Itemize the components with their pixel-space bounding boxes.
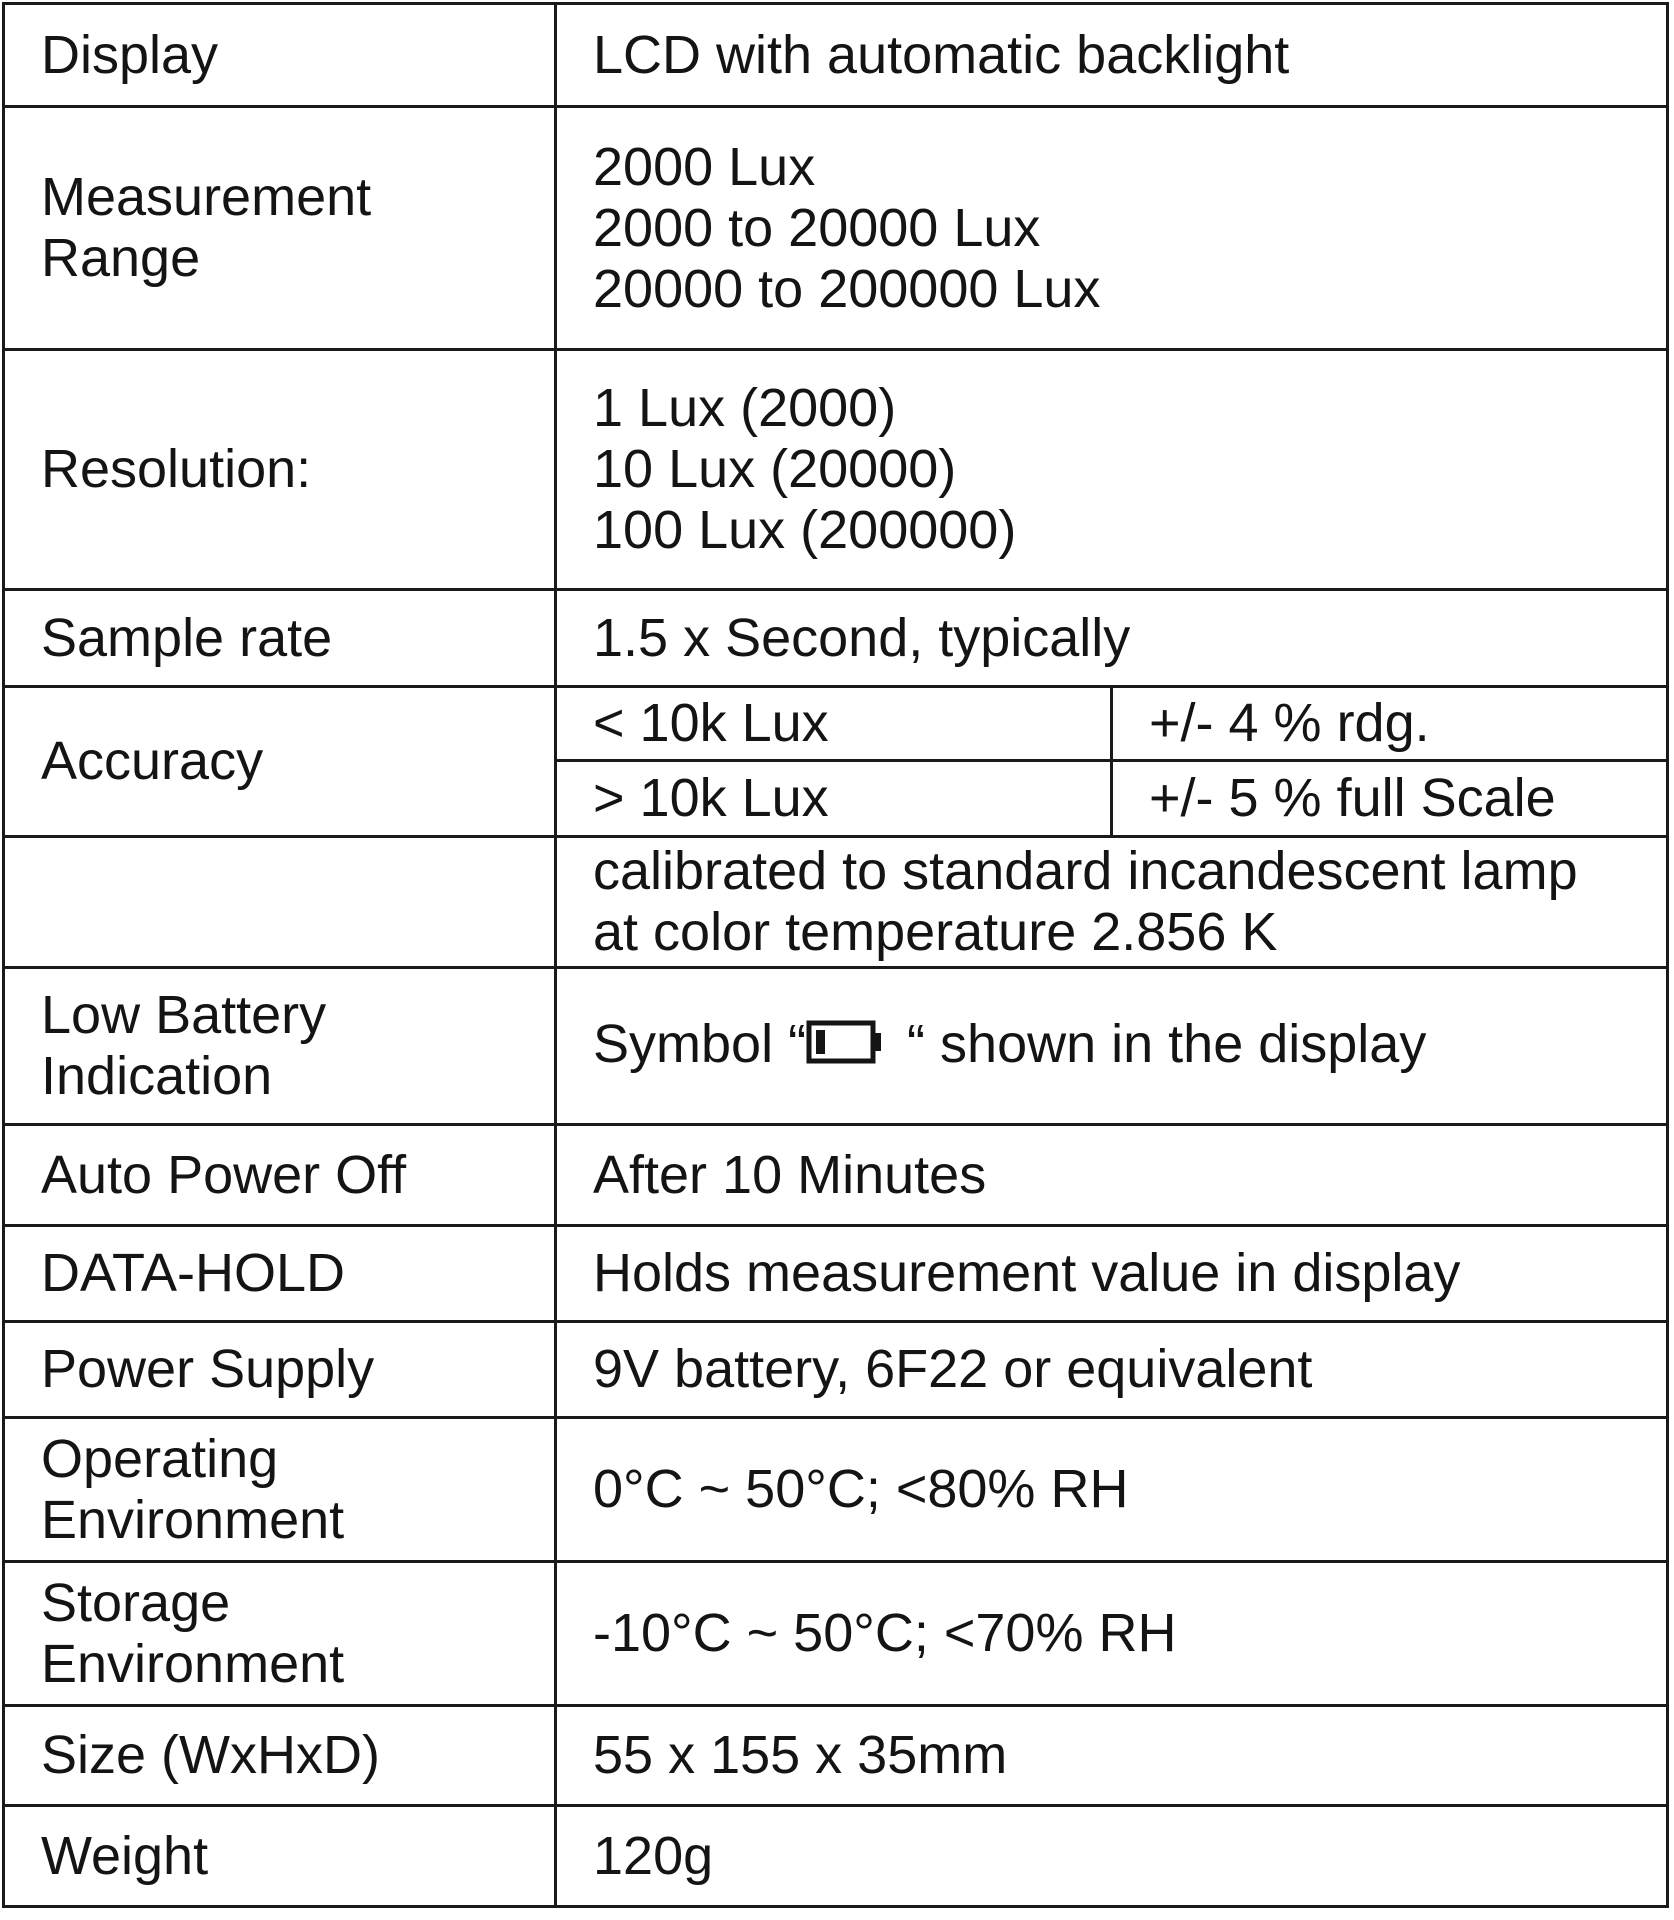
value-resolution bbox=[556, 350, 1668, 590]
row-size bbox=[4, 1706, 1668, 1806]
label-line: Range bbox=[41, 228, 201, 288]
label-size: Size (WxHxD) bbox=[4, 1706, 556, 1806]
value-size: 55 x 155 x 35mm bbox=[556, 1706, 1668, 1806]
label-line: Storage bbox=[41, 1572, 231, 1633]
label-auto-power-off: Auto Power Off bbox=[4, 1125, 556, 1226]
range-value: 2000 Lux bbox=[593, 136, 816, 197]
value-weight: 120g bbox=[556, 1806, 1668, 1907]
note-line: calibrated to standard incandescent lamp bbox=[593, 841, 1578, 901]
row-accuracy-1 bbox=[4, 687, 1668, 761]
label-operating-environment bbox=[4, 1418, 556, 1562]
battery-low-icon bbox=[806, 1017, 886, 1078]
value-data-hold: Holds measurement value in display bbox=[556, 1226, 1668, 1322]
row-storage-environment bbox=[4, 1562, 1668, 1706]
label-resolution: Resolution: bbox=[4, 350, 556, 590]
row-measurement-range bbox=[4, 107, 1668, 350]
resolution-value: 1 Lux (2000) bbox=[593, 378, 897, 438]
note-line: at color temperature 2.856 K bbox=[593, 902, 1278, 962]
label-sample-rate: Sample rate bbox=[4, 590, 556, 687]
row-low-battery bbox=[4, 968, 1668, 1125]
row-power-supply bbox=[4, 1322, 1668, 1418]
row-sample-rate bbox=[4, 590, 1668, 687]
label-line: Low Battery bbox=[41, 985, 327, 1045]
label-weight: Weight bbox=[4, 1806, 556, 1907]
accuracy-tolerance: +/- 5 % full Scale bbox=[1112, 761, 1668, 837]
label-power-supply: Power Supply bbox=[4, 1322, 556, 1418]
spec-table bbox=[2, 2, 1669, 1908]
label-measurement-range bbox=[4, 107, 556, 350]
accuracy-condition: > 10k Lux bbox=[556, 761, 1112, 837]
accuracy-tolerance: +/- 4 % rdg. bbox=[1112, 687, 1668, 761]
value-display: LCD with automatic backlight bbox=[556, 4, 1668, 107]
label-line: Indication bbox=[41, 1046, 273, 1106]
value-auto-power-off: After 10 Minutes bbox=[556, 1125, 1668, 1226]
value-power-supply: 9V battery, 6F22 or equivalent bbox=[556, 1322, 1668, 1418]
accuracy-condition: < 10k Lux bbox=[556, 687, 1112, 761]
row-calibration-note bbox=[4, 837, 1668, 968]
label-low-battery bbox=[4, 968, 556, 1125]
label-accuracy: Accuracy bbox=[4, 687, 556, 837]
label-empty bbox=[4, 837, 556, 968]
label-storage-environment bbox=[4, 1562, 556, 1706]
value-measurement-range bbox=[556, 107, 1668, 350]
label-line: Operating bbox=[41, 1428, 279, 1489]
value-low-battery bbox=[556, 968, 1668, 1125]
row-resolution bbox=[4, 350, 1668, 590]
row-operating-environment bbox=[4, 1418, 1668, 1562]
low-battery-suffix: “ shown in the display bbox=[892, 1014, 1427, 1074]
label-line: Environment bbox=[41, 1489, 345, 1550]
resolution-value: 10 Lux (20000) bbox=[593, 439, 957, 499]
label-display: Display bbox=[4, 4, 556, 107]
label-line: Environment bbox=[41, 1633, 345, 1694]
range-value: 2000 to 20000 Lux bbox=[593, 197, 1041, 258]
row-weight bbox=[4, 1806, 1668, 1907]
row-data-hold bbox=[4, 1226, 1668, 1322]
value-operating-environment: 0°C ~ 50°C; <80% RH bbox=[556, 1418, 1668, 1562]
label-line: Measurement bbox=[41, 167, 372, 227]
resolution-value: 100 Lux (200000) bbox=[593, 500, 1017, 560]
value-sample-rate: 1.5 x Second, typically bbox=[556, 590, 1668, 687]
range-value: 20000 to 200000 Lux bbox=[593, 258, 1101, 319]
label-data-hold: DATA-HOLD bbox=[4, 1226, 556, 1322]
value-storage-environment: -10°C ~ 50°C; <70% RH bbox=[556, 1562, 1668, 1706]
low-battery-prefix: Symbol “ bbox=[593, 1014, 807, 1074]
row-display bbox=[4, 4, 1668, 107]
row-auto-power-off bbox=[4, 1125, 1668, 1226]
value-calibration-note bbox=[556, 837, 1668, 968]
